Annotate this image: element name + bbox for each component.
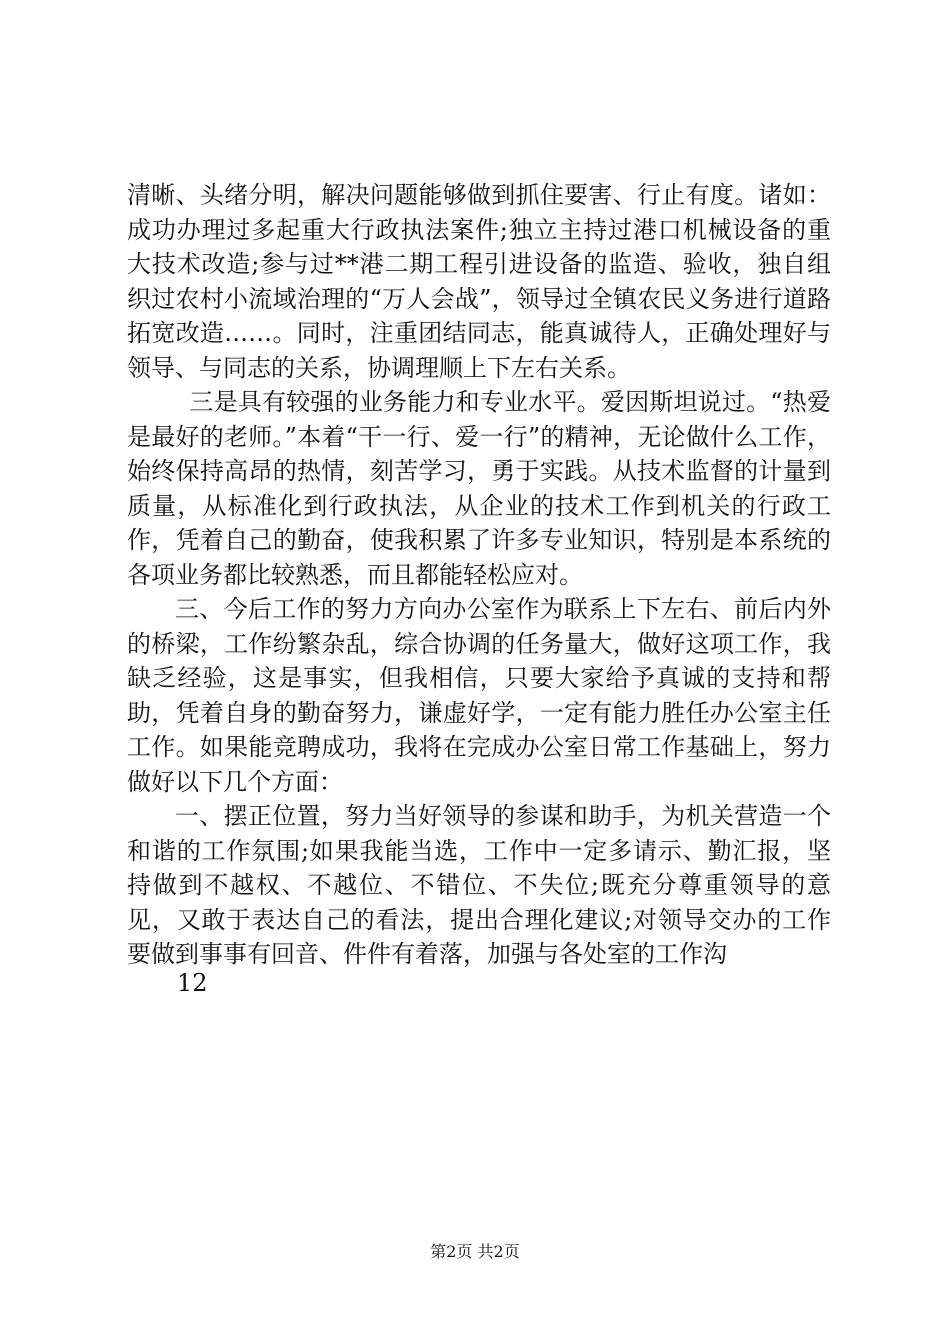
paragraph-1: 清晰、头绪分明，解决问题能够做到抓住要害、行止有度。诸如：成功办理过多起重大行政执法案件;独立主持过港口机械设备的重大技术改造;参与过**港二期工程引进设备的监造、验收，独自组织过农村小流域治理的“万人会战”，领导过全镇农民义务进行道路拓宽改造……。同时，注重团结同志，能真诚待人，正确处理好与领导、与同志的关系，协调理顺上下左右关系。 [127,181,831,382]
paragraph-2: 三是具有较强的业务能力和专业水平。爱因斯坦说过。“热爱是最好的老师。”本着“干一行、爱一行”的精神，无论做什么工作，始终保持高昂的热情，刻苦学习，勇于实践。从技术监督的计量到质量，从标准化到行政执法，从企业的技术工作到机关的行政工作，凭着自己的勤奋，使我积累了许多专业知识，特别是本系统的各项业务都比较熟悉，而且都能轻松应对。 [127,388,831,589]
footer-page-label: 第2页 共2页 [430,1242,520,1261]
inline-page-number: 12 [177,969,208,997]
paragraph-4: 一、摆正位置，努力当好领导的参谋和助手，为机关营造一个和谐的工作氛围;如果我能当选，工作中一定多请示、勤汇报，坚持做到不越权、不越位、不错位、不失位;既充分尊重领导的意见，又敢于表达自己的看法，提出合理化建议;对领导交办的工作要做到事事有回音、件件有着落，加强与各处室的工作沟 [127,802,831,968]
document-body [127,178,831,972]
page-footer [0,1241,950,1263]
paragraph-3: 三、今后工作的努力方向办公室作为联系上下左右、前后内外的桥梁，工作纷繁杂乱，综合协调的任务量大，做好这项工作，我缺乏经验，这是事实，但我相信，只要大家给予真诚的支持和帮助，凭着自身的勤奋努力，谦虚好学，一定有能力胜任办公室主任工作。如果能竞聘成功，我将在完成办公室日常工作基础上，努力做好以下几个方面： [127,595,831,796]
